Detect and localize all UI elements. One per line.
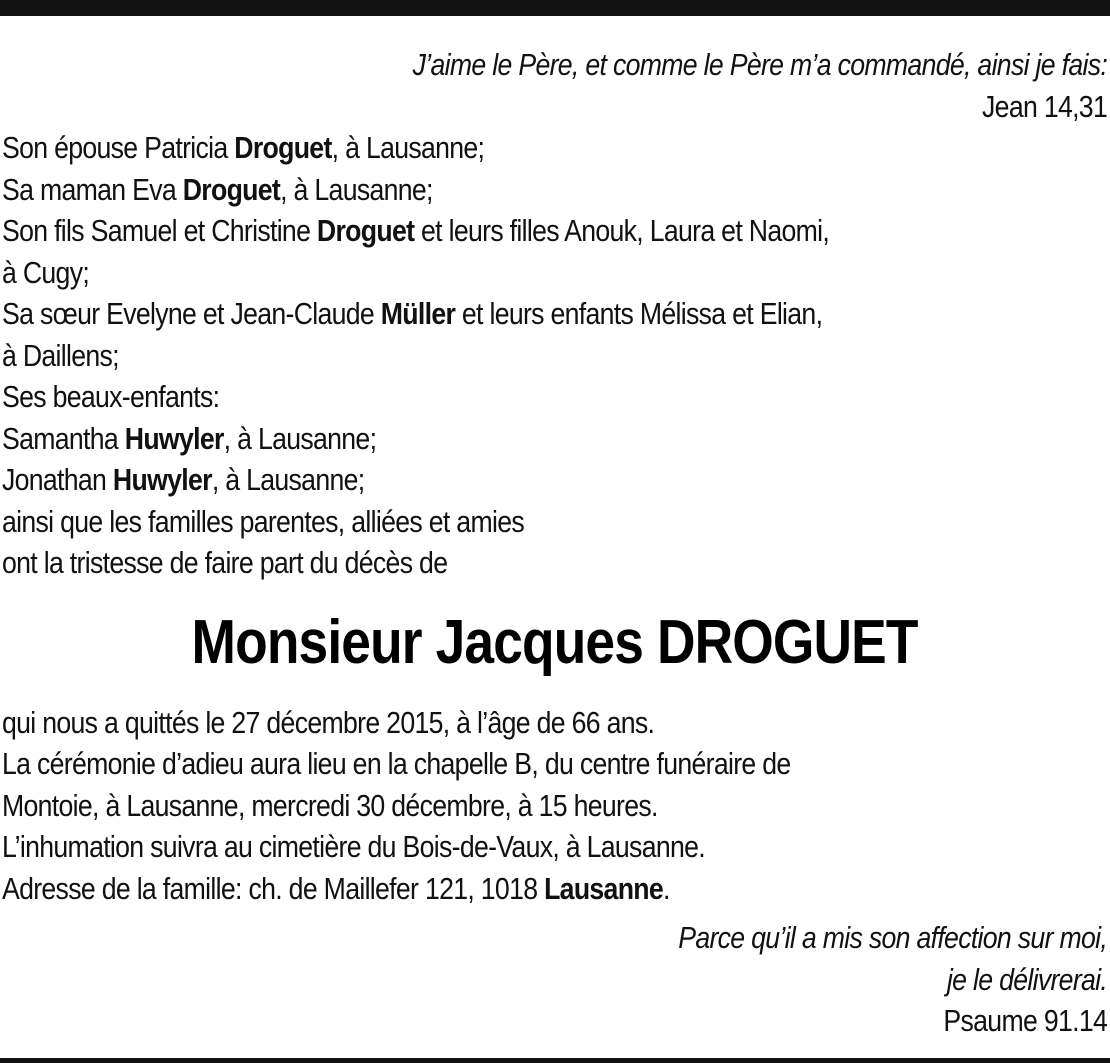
family-line-stepchild: Jonathan Huwyler, à Lausanne; [2,462,365,497]
epigraph-quote: J’aime le Père, et comme le Père m’a commandé, ainsi je fais: [412,47,1108,82]
bottom-border-rule [0,1058,1110,1063]
top-border-rule [0,0,1110,16]
details-death-date: qui nous a quittés le 27 décembre 2015, à l’âge de 66 ans. [2,704,655,740]
announcement-line: ont la tristesse de faire part du décès de [2,545,448,580]
surname: Müller [380,296,456,331]
family-line-stepchild: Samantha Huwyler, à Lausanne; [2,420,377,456]
details-family-address: Adresse de la famille: ch. de Maillefer 121, 1018 Lausanne. [2,870,670,906]
family-line-son-place: à Cugy; [2,254,90,290]
family-line-sister-place: à Daillens; [2,337,119,373]
epigraph-reference: Jean 14,31 [982,88,1108,124]
details-ceremony-continued: Montoie, à Lausanne, mercredi 30 décembre, à 15 heures. [2,787,658,823]
surname: Huwyler [112,462,212,497]
details-burial: L’inhumation suivra au cimetière du Bois-de-Vaux, à Lausanne. [2,829,705,864]
family-line-son: Son fils Samuel et Christine Droguet et leurs filles Anouk, Laura et Naomi, [2,213,830,248]
surname: Droguet [234,130,332,165]
family-line-sister: Sa sœur Evelyne et Jean-Claude Müller et leurs enfants Mélissa et Elian, [2,296,823,331]
closing-reference: Psaume 91.14 [943,1003,1108,1038]
family-line-mother: Sa maman Eva Droguet, à Lausanne; [2,171,433,207]
obituary-notice [2,44,1107,1042]
deceased-name: Monsieur Jacques DROGUET [191,607,918,677]
address-city: Lausanne [544,870,664,906]
surname: Droguet [182,171,281,207]
details-ceremony: La cérémonie d’adieu aura lieu en la chapelle B, du centre funéraire de [2,746,791,781]
family-line-spouse: Son épouse Patricia Droguet, à Lausanne; [2,130,485,165]
surname: Huwyler [124,420,224,456]
surname: Droguet [316,213,415,248]
closing-quote-line-1: Parce qu’il a mis son affection sur moi, [678,920,1108,955]
closing-quote-line-2: je le délivrerai. [946,961,1108,997]
family-line-stepchildren-heading: Ses beaux-enfants: [2,379,220,414]
family-line-relatives: ainsi que les familles parentes, alliées et amies [2,503,524,539]
